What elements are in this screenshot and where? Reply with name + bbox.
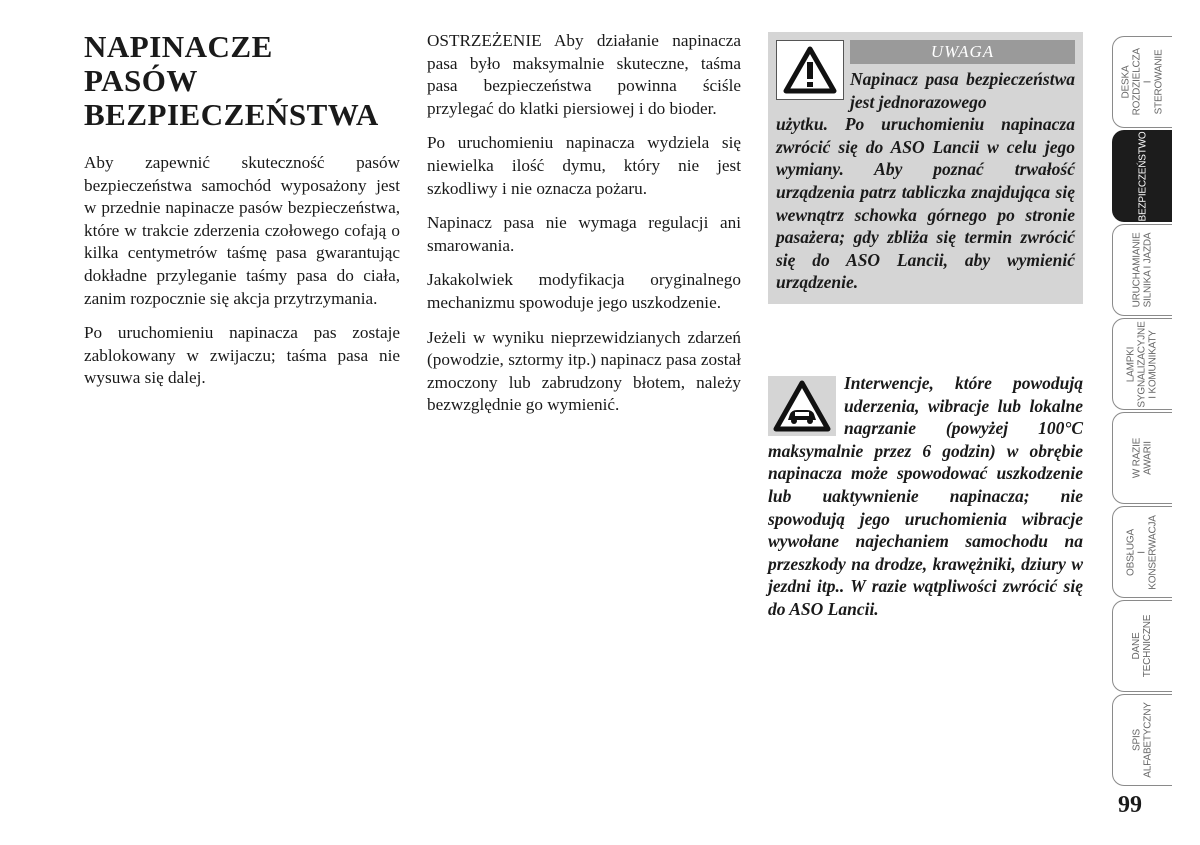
warning-label: UWAGA <box>850 40 1075 64</box>
tab-lampki[interactable]: LAMPKI SYGNALIZACYJNE I KOMUNIKATY <box>1112 318 1172 410</box>
tab-spis-alfabetyczny[interactable]: SPIS ALFABETYCZNY <box>1112 694 1172 786</box>
middle-column <box>427 30 741 429</box>
tab-uruchamianie[interactable]: URUCHAMIANIE SILNIKA I JAZDA <box>1112 224 1172 316</box>
warning-triangle-icon <box>776 40 844 100</box>
lock-paragraph: Po uruchomieniu napinacza pas zostaje zablokowany w zwijaczu; taśma pasa nie wysuwa się dalej. <box>84 323 400 388</box>
page-number: 99 <box>1118 792 1142 818</box>
left-column <box>84 30 400 402</box>
modification-paragraph: Jakakolwiek modyfikacja oryginalnego mechanizmu spowoduje jego uszkodzenie. <box>427 270 741 312</box>
title-line-3: BEZPIECZEŃSTWA <box>84 97 379 132</box>
title-line-2: PASÓW <box>84 63 198 98</box>
notice-text: Interwencje, które powodują uderzenia, wibracje lub lokalne nagrzanie (powyżej 100°C maksymalnie przez 6 godzin) w obrębie napinacza może spowodować uszkodzenie lub uaktywnienie napinacza; nie spowodują jego uruchomienia wibracje wywołane najechaniem samochodu na przeszkody na drodze, krawężniki, dziury w jezdni itp.. W razie wątpliwości zwrócić się do ASO Lancii. <box>768 372 1083 619</box>
smoke-paragraph: Po uruchomieniu napinacza wydziela się niewielka ilość dymu, który nie jest szkodliwy i nie oznacza pożaru. <box>427 133 741 198</box>
warning-text: użytku. Po uruchomieniu napinacza zwrócić się do ASO Lancii w celu jego wymiany. Aby poznać trwałość urządzenia patrz tabliczka znajdująca się wewnątrz schowka górnego po stronie pasażera; gdy zbliża się termin zwrócić się do ASO Lancii, aby wymienić urządzenie. <box>776 114 1075 293</box>
maintenance-paragraph: Napinacz pasa nie wymaga regulacji ani smarowania. <box>427 213 741 255</box>
tab-bezpieczenstwo[interactable]: BEZPIECZEŃSTWO <box>1112 130 1172 222</box>
car-triangle-icon <box>768 376 836 436</box>
replacement-paragraph: Jeżeli w wyniku nieprzewidzianych zdarzeń (powodzie, sztormy itp.) napinacz pasa został zmoczony lub zabrudzony błotem, należy bezwzględnie go wymienić. <box>427 327 741 415</box>
tab-w-razie-awarii[interactable]: W RAZIE AWARII <box>1112 412 1172 504</box>
warning-box <box>768 32 1083 304</box>
right-column <box>768 30 1083 620</box>
title-line-1: NAPINACZE <box>84 29 273 64</box>
tab-obsluga[interactable]: OBSŁUGA I KONSERWACJA <box>1112 506 1172 598</box>
tab-deska-rozdzielcza[interactable]: DESKA ROZDZIELCZA I STEROWANIE <box>1112 36 1172 128</box>
warning-text-intro: Napinacz pasa bezpieczeństwa jest jednorazowego <box>850 69 1075 112</box>
chapter-tabs <box>1112 36 1172 788</box>
caution-paragraph: OSTRZEŻENIE Aby działanie napinacza pasa było maksymalnie skuteczne, taśma pasa bezpieczeństwa powinna ściśle przylegać do klatki piersiowej i do bioder. <box>427 31 741 118</box>
intro-paragraph: Aby zapewnić skuteczność pasów bezpieczeństwa samochód wyposażony jest w przednie napinacze pasów bezpieczeństwa, które w trakcie zderzenia czołowego cofają o kilka centymetrów taśmę pasa gwarantując dokładne przyleganie taśmy pasa do ciała, zanim rozpocznie się akcja przytrzymania. <box>84 153 400 308</box>
tab-dane-techniczne[interactable]: DANE TECHNICZNE <box>1112 600 1172 692</box>
page-title <box>84 30 400 132</box>
notice-block <box>768 372 1083 621</box>
